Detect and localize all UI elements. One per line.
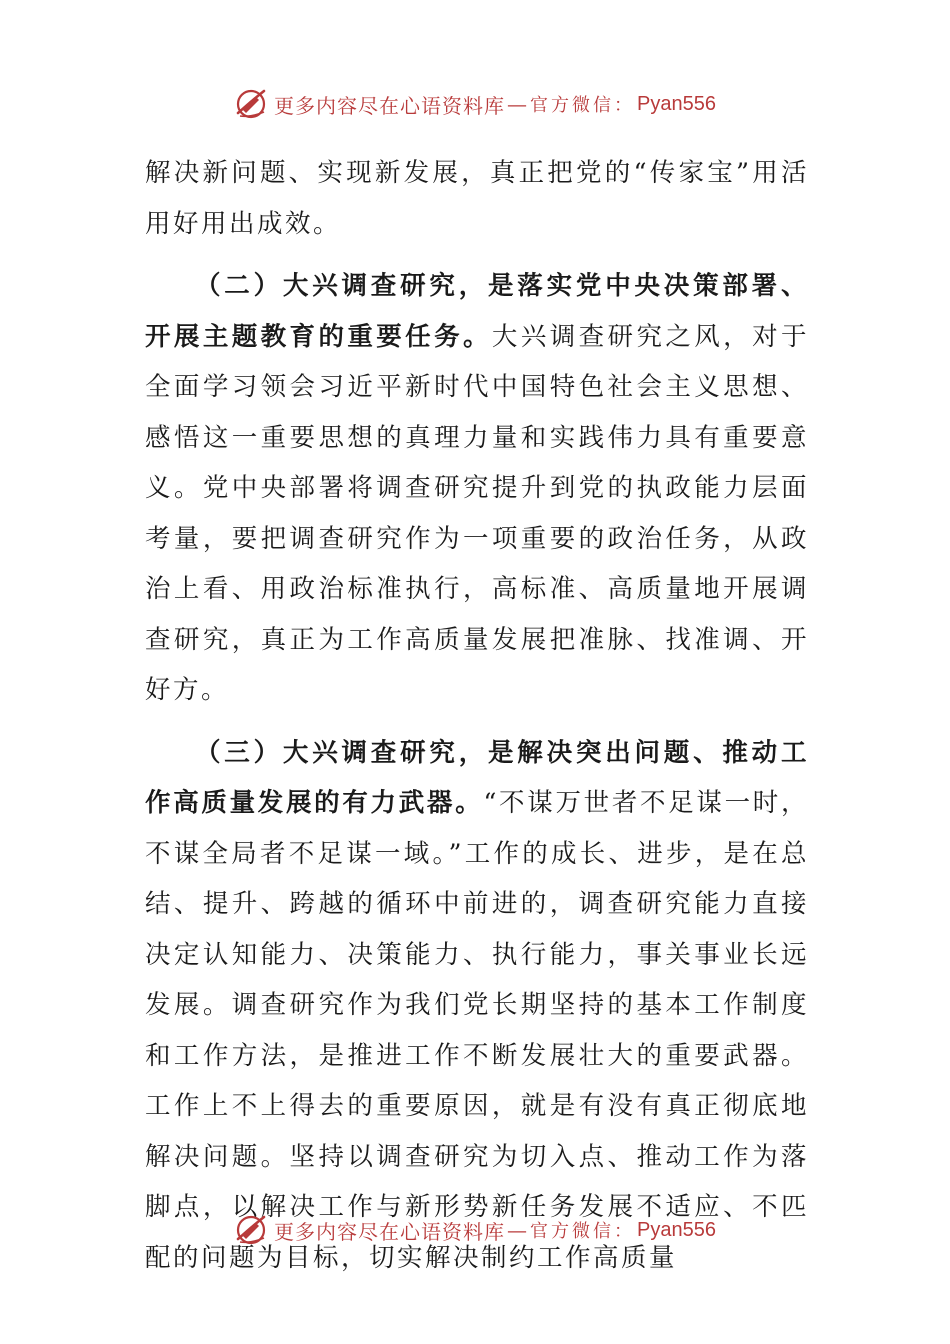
watermark-handle: Pyan556 xyxy=(637,92,716,115)
watermark-brand: 更多内容尽在心语资料库 xyxy=(274,93,506,118)
pen-logo-icon xyxy=(234,1212,270,1248)
paragraph-body: “不谋万世者不足谋一时，不谋全局者不足谋一域。”工作的成长、进步，是在总结、提升、跨越的循环中前进的，调查研究能力直接决定认知能力、决策能力、执行能力，事关事业长远发展。调查研究作为我们党长期坚持的基本工作制度和工作方法，是推进工作不断发展壮大的重要武器。工作上不上得去的重要原因，就是有没有真正彻底地解决问题。坚持以调查研究为切入点、推动工作为落脚点，以解决工作与新形势新任务发展不适应、不匹配的问题为目标，切实解决制约工作高质量 xyxy=(145,788,809,1273)
paragraph-continuation xyxy=(145,148,809,249)
watermark-handle: Pyan556 xyxy=(637,1218,716,1241)
footer-watermark xyxy=(0,1210,950,1250)
paragraph-section-three xyxy=(145,728,809,1284)
paragraph-body: 解决新问题、实现新发展，真正把党的“传家宝”用活用好用出成效。 xyxy=(145,158,809,239)
section-heading: （二）大兴调查研究，是落实党中央决策部署、开展主题教育的重要任务。 xyxy=(145,271,809,352)
pen-logo-icon xyxy=(234,86,270,122)
paragraph-section-two xyxy=(145,261,809,716)
watermark-dash: — xyxy=(507,1218,529,1242)
watermark-brand: 更多内容尽在心语资料库 xyxy=(274,1219,506,1244)
section-heading: （三）大兴调查研究，是解决突出问题、推动工作高质量发展的有力武器。 xyxy=(145,737,809,818)
paragraph-body: 大兴调查研究之风，对于全面学习领会习近平新时代中国特色社会主义思想、感悟这一重要思想的真理力量和实践伟力具有重要意义。党中央部署将调查研究提升到党的执政能力层面考量，要把调查研究作为一项重要的政治任务，从政治上看、用政治标准执行，高标准、高质量地开展调查研究，真正为工作高质量发展把准脉、找准调、开好方。 xyxy=(145,321,809,705)
watermark-dash: — xyxy=(507,92,529,116)
watermark-wechat-label: 官方微信： xyxy=(530,95,636,116)
watermark-wechat-label: 官方微信： xyxy=(530,1221,636,1242)
header-watermark xyxy=(0,84,950,124)
document-body xyxy=(145,148,809,1283)
